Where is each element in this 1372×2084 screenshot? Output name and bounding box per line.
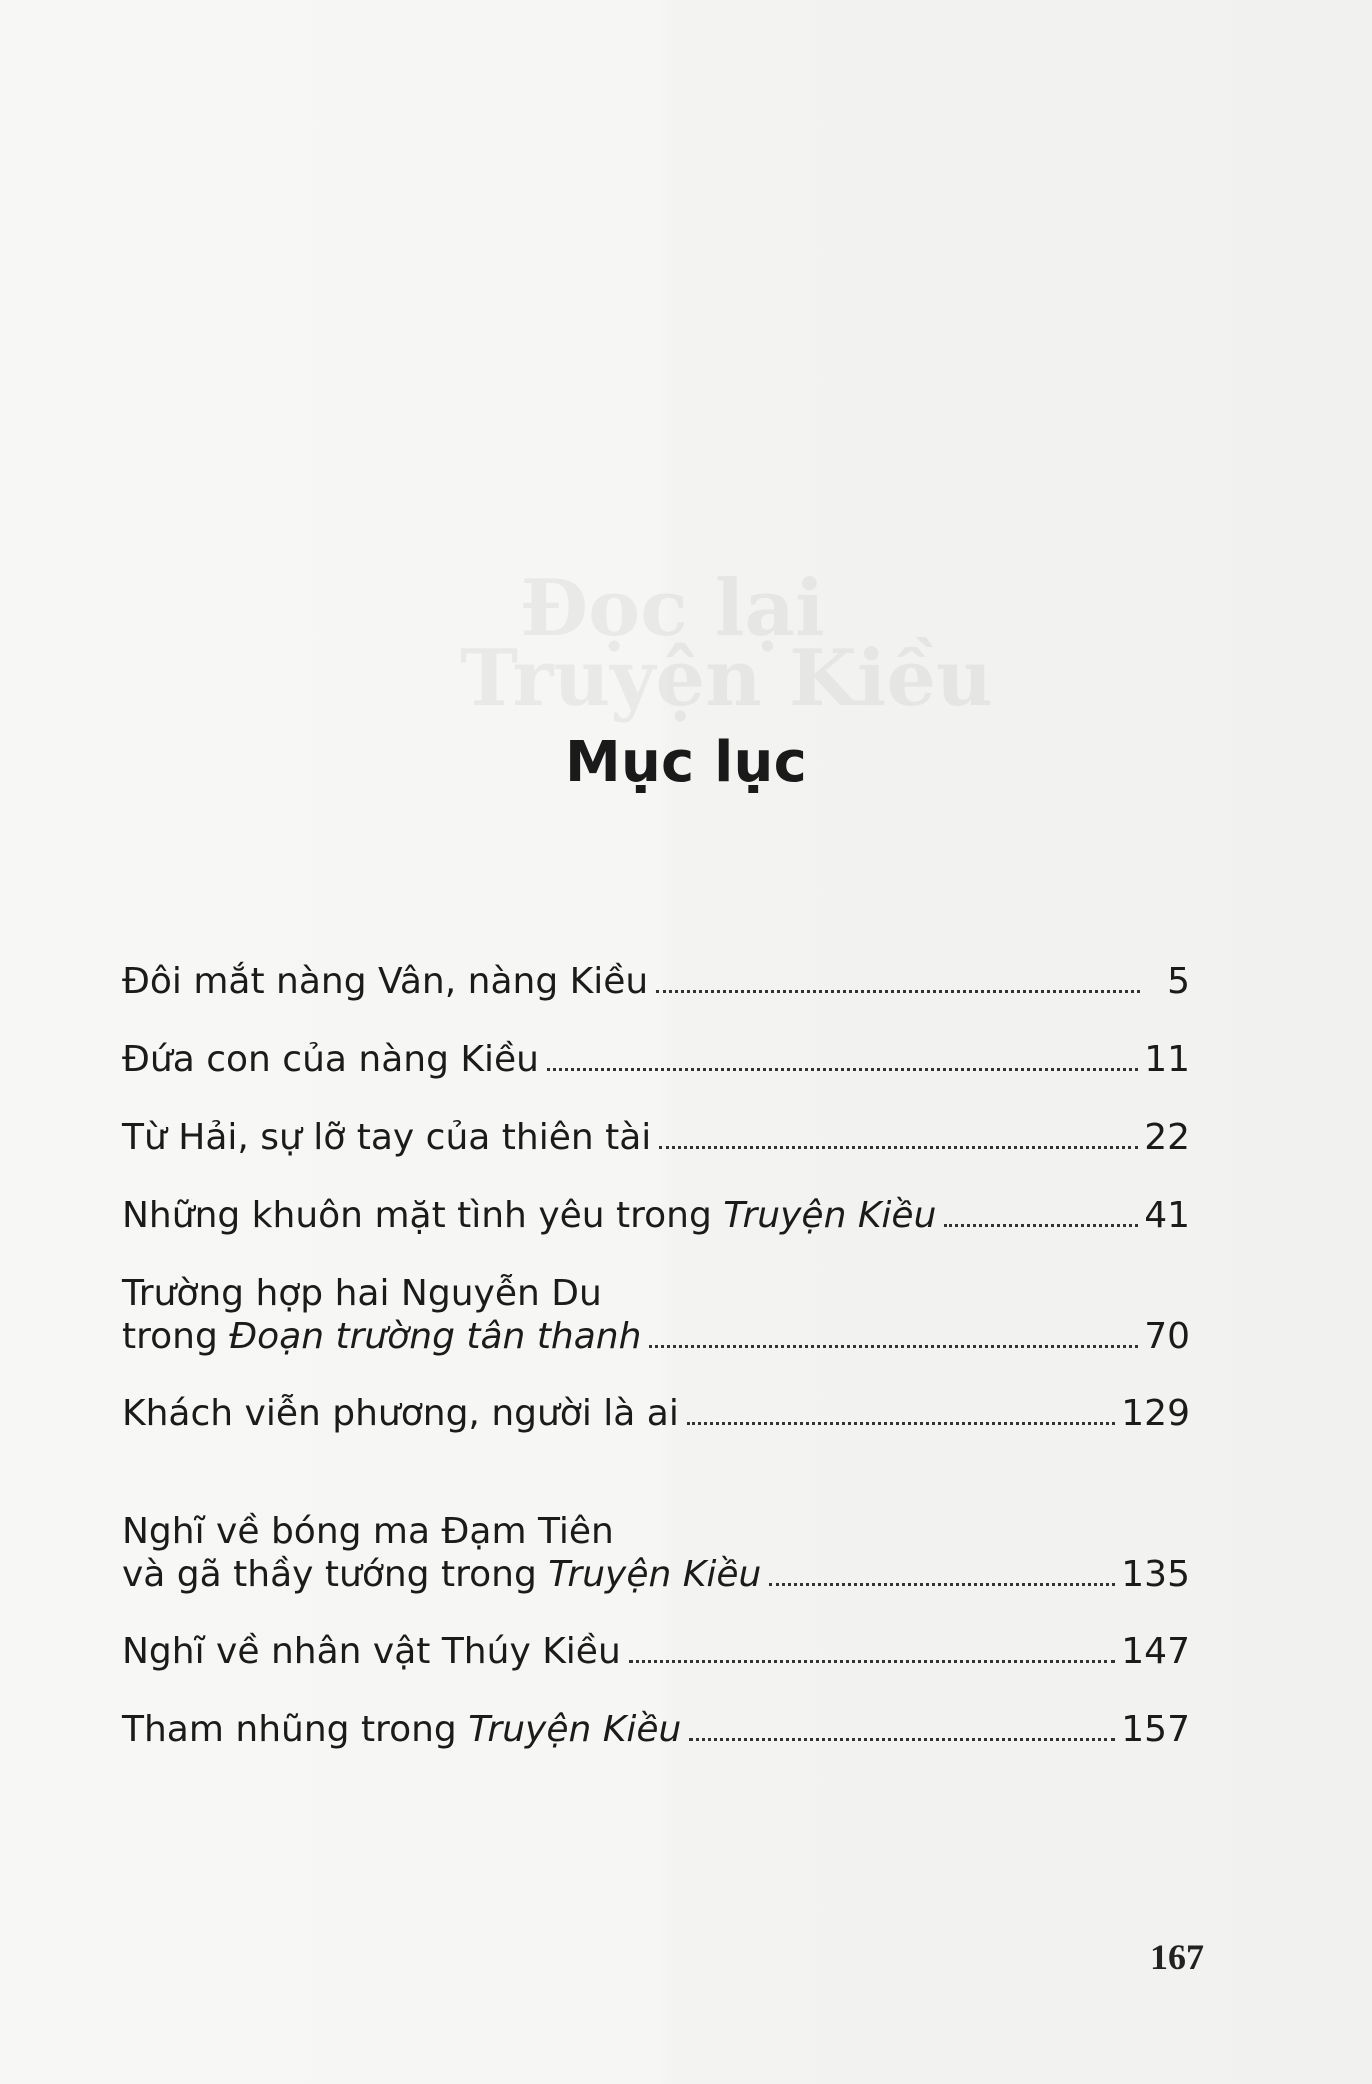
toc-dot-leader [659,1145,1138,1149]
toc-entry-line [122,1116,1190,1159]
toc-entry-title [122,1194,936,1237]
toc-entry-page-number: 22 [1144,1117,1190,1158]
toc-entry [122,1116,1190,1159]
toc-entry-line [122,960,1190,1003]
toc-entry-title-italic: Truyện Kiều [723,1195,937,1236]
toc-entry-title-text: Những khuôn mặt tình yêu trong [122,1195,724,1236]
toc-entry [122,1510,1190,1596]
toc-dot-leader [547,1067,1138,1071]
toc-entry-title [122,1630,621,1673]
toc-entry-title-italic: Đoạn trường tân thanh [229,1316,642,1358]
toc-entry-line [122,1630,1190,1673]
toc-entry [122,1272,1190,1358]
toc-entry-first-line [122,1510,1190,1553]
toc-entry-title [122,1392,679,1435]
toc-entry-line [122,1392,1190,1435]
toc-dot-leader [689,1737,1115,1741]
toc-entry [122,1392,1190,1435]
toc-entry-line [122,1708,1190,1751]
toc-entry-line [122,1553,1190,1596]
toc-entry-title-text: Khách viễn phương, người là ai [122,1393,679,1434]
toc-entry-title-text: Từ Hải, sự lỡ tay của thiên tài [122,1117,652,1158]
toc-entry-title [122,1116,651,1159]
toc-entry-title-text: Nghĩ về nhân vật Thúy Kiều [122,1631,621,1672]
toc-dot-leader [629,1659,1116,1663]
toc-entry-title [122,1708,681,1751]
toc-entry-title [122,1553,761,1596]
toc-entry-page-number: 135 [1121,1554,1190,1596]
toc-entry [122,1630,1190,1673]
toc-dot-leader [687,1421,1115,1425]
toc-entry [122,1194,1190,1237]
toc-entry-title-text: Trường hợp hai Nguyễn Du [122,1273,602,1314]
toc-entry-page-number: 70 [1144,1316,1190,1358]
toc-entry-page-number: 41 [1144,1195,1190,1236]
toc-entry-line [122,1038,1190,1081]
toc-entry-line [122,1194,1190,1237]
toc-entry-title-text: Đứa con của nàng Kiều [122,1039,539,1080]
toc-entry-page-number: 11 [1144,1039,1190,1080]
toc-dot-leader [944,1223,1138,1227]
toc-entry [122,960,1190,1003]
toc-entry-page-number: 147 [1121,1631,1190,1672]
page-title: Mục lục [565,730,807,795]
toc-entry-title [122,1273,602,1314]
page-number: 167 [1150,1937,1204,1977]
toc-dot-leader [656,989,1140,993]
toc-entry-title [122,960,648,1003]
toc-entry-title-italic: Truyện Kiều [468,1709,682,1750]
toc-entry [122,1038,1190,1081]
bleed-through-line-1: Đọc lại [520,563,825,654]
toc-dot-leader [769,1582,1115,1586]
toc-entry-title-italic: Truyện Kiều [548,1554,762,1596]
toc-entry-title-text: Nghĩ về bóng ma Đạm Tiên [122,1511,614,1552]
toc-entry-page-number: 157 [1121,1709,1190,1750]
toc-entry-first-line [122,1272,1190,1315]
toc-entry-title [122,1038,539,1081]
toc-entry-title-text: Đôi mắt nàng Vân, nàng Kiều [122,961,649,1002]
toc-entry-page-number: 5 [1167,961,1190,1002]
toc-entry-title [122,1315,641,1358]
bleed-through-line-2: Truyện Kiều [460,633,993,724]
toc-entry-title [122,1511,614,1552]
toc-entry-title-text: trong [122,1316,230,1358]
toc-entry-page-number: 129 [1121,1393,1190,1434]
toc-entry-title-text: Tham nhũng trong [122,1709,469,1750]
toc-entry-line [122,1315,1190,1358]
toc-entry [122,1708,1190,1751]
toc-dot-leader [649,1344,1138,1348]
toc-entry-title-text: và gã thầy tướng trong [122,1554,549,1596]
